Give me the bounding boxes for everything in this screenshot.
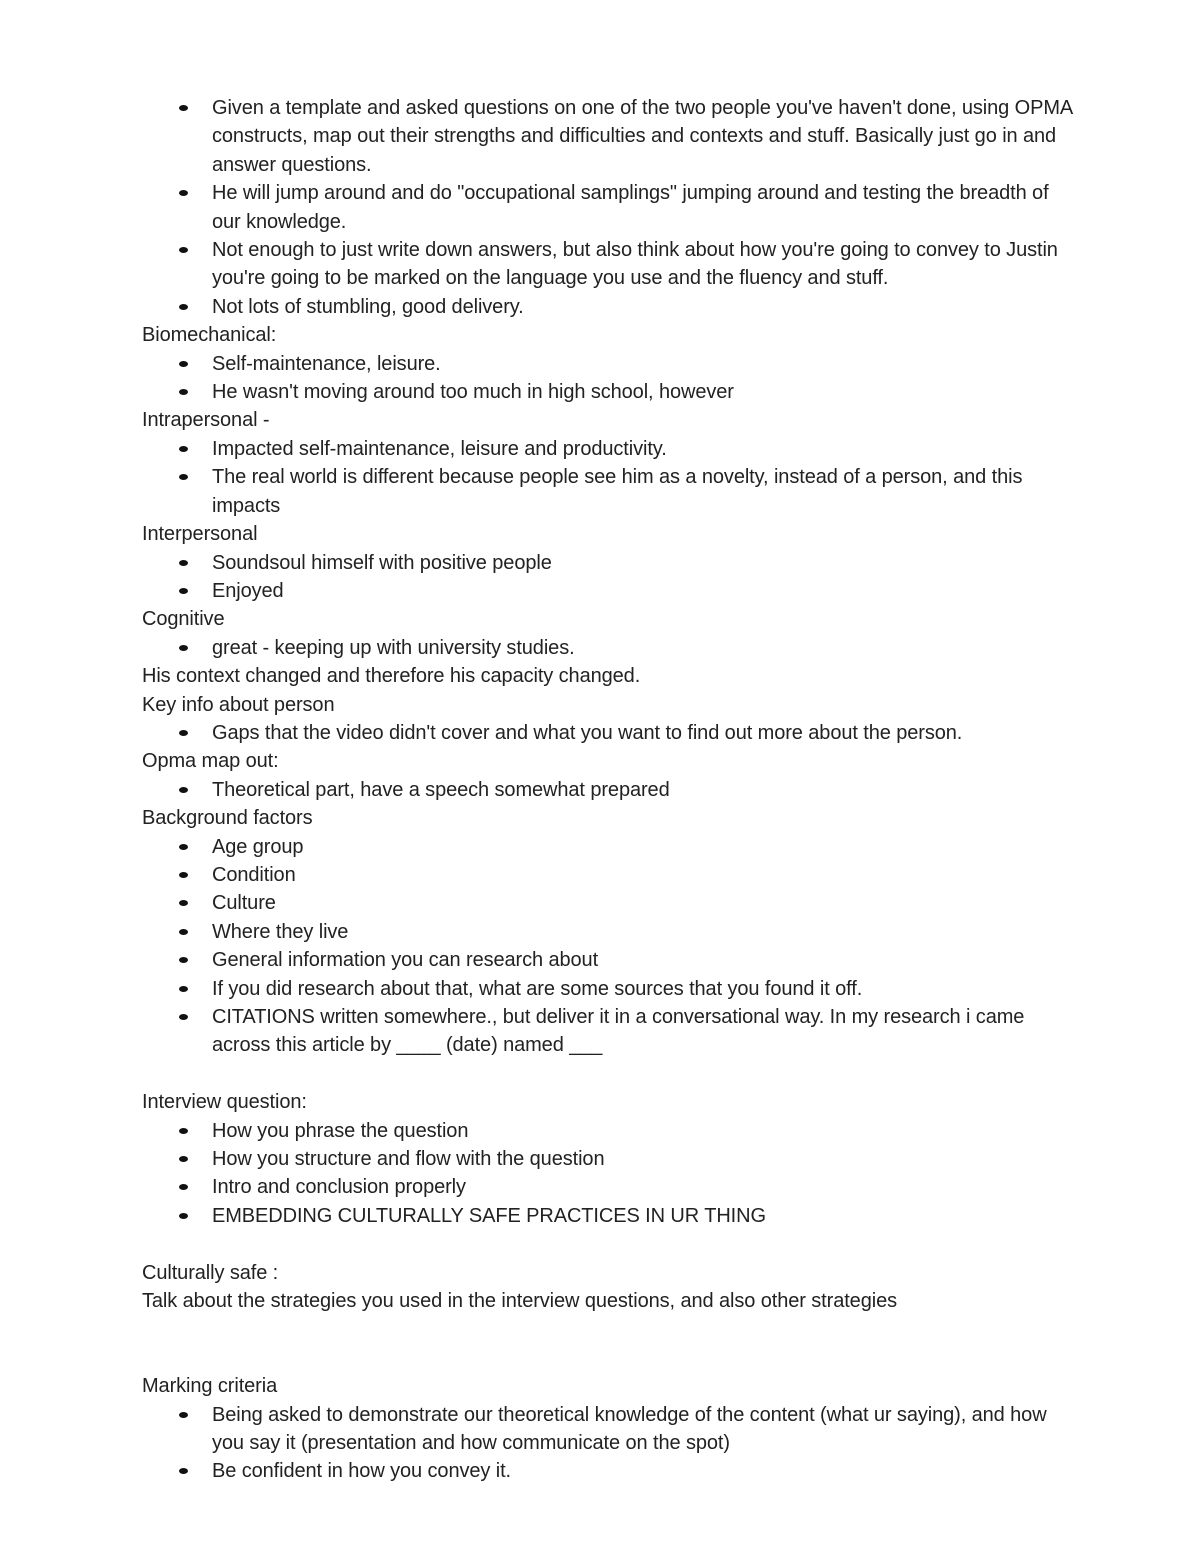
bullet-icon — [179, 986, 188, 992]
bullet-icon — [179, 361, 188, 367]
list-item: Be confident in how you convey it. — [142, 1457, 1082, 1485]
list-item: Age group — [142, 833, 1082, 861]
biomechanical-list — [142, 350, 1082, 407]
list-item: He wasn't moving around too much in high school, however — [142, 378, 1082, 406]
bullet-icon — [179, 247, 188, 253]
document-body — [142, 94, 1082, 1486]
bullet-icon — [179, 1184, 188, 1190]
culturally-safe-text: Talk about the strategies you used in the interview questions, and also other strategies — [142, 1290, 897, 1313]
spacer — [142, 1060, 1082, 1088]
opma-list — [142, 776, 1082, 804]
list-item: Given a template and asked questions on one of the two people you've haven't done, using OPMA constructs, map out their strengths and difficulties and contexts and stuff. Basically just go in and answer questions. — [142, 94, 1082, 179]
background-list — [142, 833, 1082, 1060]
list-item: great - keeping up with university studies. — [142, 634, 1082, 662]
bullet-icon — [179, 730, 188, 736]
list-item: Impacted self-maintenance, leisure and productivity. — [142, 435, 1082, 463]
list-item: Soundsoul himself with positive people — [142, 549, 1082, 577]
bullet-icon — [179, 190, 188, 196]
bullet-icon — [179, 929, 188, 935]
key-info-list — [142, 719, 1082, 747]
list-item: Condition — [142, 861, 1082, 889]
list-item: Theoretical part, have a speech somewhat prepared — [142, 776, 1082, 804]
list-item: How you phrase the question — [142, 1117, 1082, 1145]
list-item: Enjoyed — [142, 577, 1082, 605]
list-item: Not enough to just write down answers, but also think about how you're going to convey to Justin you're going to be marked on the language you use and the fluency and stuff. — [142, 236, 1082, 293]
intrapersonal-heading: Intrapersonal - — [142, 409, 270, 432]
interview-list — [142, 1117, 1082, 1231]
bullet-icon — [179, 1213, 188, 1219]
culturally-safe-heading: Culturally safe : — [142, 1261, 279, 1284]
bullet-icon — [179, 446, 188, 452]
background-heading: Background factors — [142, 807, 313, 830]
bullet-icon — [179, 787, 188, 793]
list-item: Culture — [142, 889, 1082, 917]
bullet-icon — [179, 645, 188, 651]
interpersonal-heading: Interpersonal — [142, 523, 258, 546]
bullet-icon — [179, 957, 188, 963]
opma-heading: Opma map out: — [142, 750, 279, 773]
cognitive-list — [142, 634, 1082, 662]
list-item: How you structure and flow with the question — [142, 1145, 1082, 1173]
list-item: He will jump around and do "occupational samplings" jumping around and testing the breadth of our knowledge. — [142, 179, 1082, 236]
list-item: If you did research about that, what are some sources that you found it off. — [142, 975, 1082, 1003]
cognitive-heading: Cognitive — [142, 608, 225, 631]
spacer — [142, 1230, 1082, 1258]
intrapersonal-list — [142, 435, 1082, 520]
key-info-heading: Key info about person — [142, 693, 335, 716]
interpersonal-list — [142, 549, 1082, 606]
list-item: Self-maintenance, leisure. — [142, 350, 1082, 378]
bullet-icon — [179, 588, 188, 594]
list-item: CITATIONS written somewhere., but deliver it in a conversational way. In my research i came across this article by ____ (date) named ___ — [142, 1003, 1082, 1060]
bullet-icon — [179, 304, 188, 310]
bullet-icon — [179, 1156, 188, 1162]
list-item: Where they live — [142, 918, 1082, 946]
bullet-icon — [179, 1128, 188, 1134]
bullet-icon — [179, 560, 188, 566]
list-item: Being asked to demonstrate our theoretical knowledge of the content (what ur saying), and how you say it (presentation and how communicate on the spot) — [142, 1401, 1082, 1458]
bullet-icon — [179, 1412, 188, 1418]
marking-list — [142, 1401, 1082, 1486]
list-item: The real world is different because people see him as a novelty, instead of a person, and this impacts — [142, 463, 1082, 520]
bullet-icon — [179, 1468, 188, 1474]
bullet-icon — [179, 474, 188, 480]
bullet-icon — [179, 105, 188, 111]
list-item: Gaps that the video didn't cover and what you want to find out more about the person. — [142, 719, 1082, 747]
bullet-icon — [179, 872, 188, 878]
bullet-icon — [179, 1014, 188, 1020]
context-line: His context changed and therefore his capacity changed. — [142, 665, 641, 688]
list-item: Intro and conclusion properly — [142, 1173, 1082, 1201]
list-item: General information you can research about — [142, 946, 1082, 974]
bullet-icon — [179, 900, 188, 906]
intro-list — [142, 94, 1082, 321]
biomechanical-heading: Biomechanical: — [142, 324, 277, 347]
bullet-icon — [179, 844, 188, 850]
bullet-icon — [179, 389, 188, 395]
marking-heading: Marking criteria — [142, 1375, 278, 1398]
interview-heading: Interview question: — [142, 1091, 307, 1114]
spacer — [142, 1315, 1082, 1372]
list-item: EMBEDDING CULTURALLY SAFE PRACTICES IN UR THING — [142, 1202, 1082, 1230]
list-item: Not lots of stumbling, good delivery. — [142, 293, 1082, 321]
